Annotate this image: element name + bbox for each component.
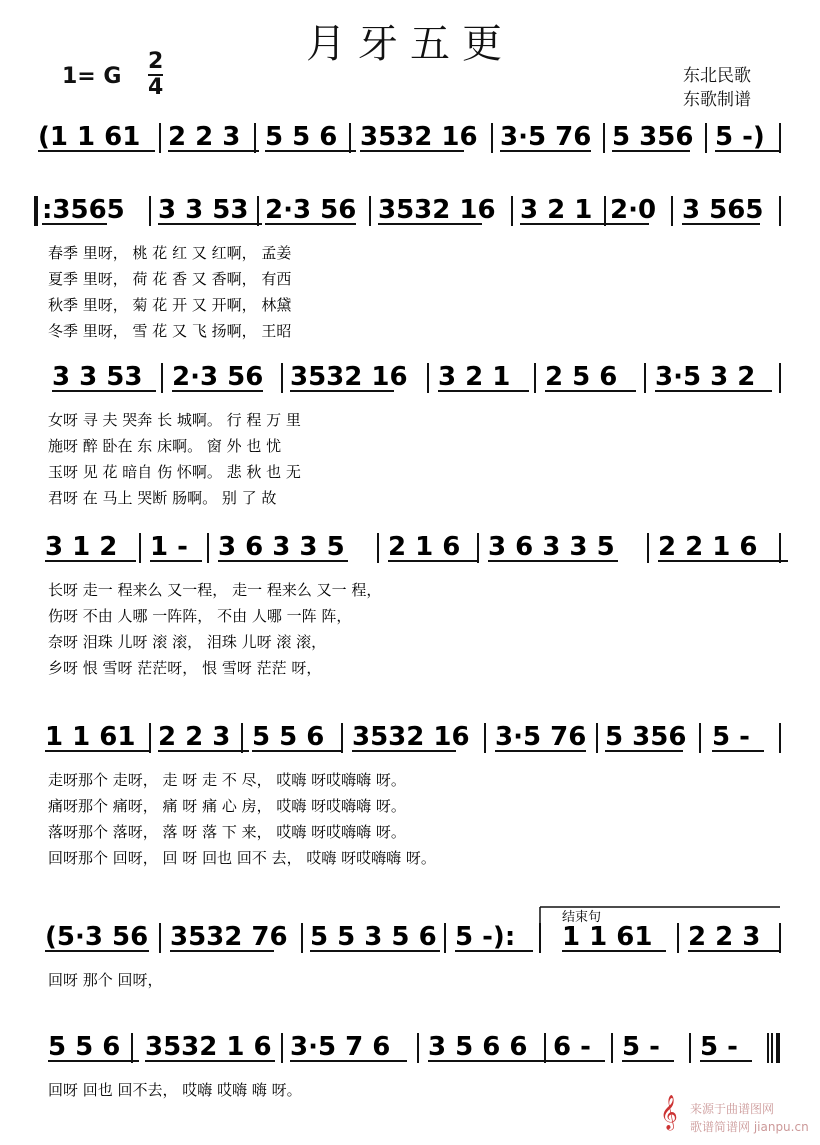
note-group: 6 - xyxy=(553,1032,591,1062)
lyric-line: 君呀 在 马上 哭断 肠啊。 别 了 故 xyxy=(48,489,277,507)
note-group: 3 565 xyxy=(682,195,764,225)
note-group: 5 5 6 xyxy=(265,122,338,152)
note-group: 3 6 3 3 5 xyxy=(218,532,345,562)
note-group: 1 1 61 xyxy=(45,722,136,752)
lyric-line: 秋季 里呀， 菊 花 开 又 开啊， 林黛 xyxy=(48,296,292,314)
note-group: 2 2 3 xyxy=(688,922,761,952)
lyric-line: 奈呀 泪珠 儿呀 滚 滚， 泪珠 儿呀 滚 滚， xyxy=(48,633,327,651)
song-title: 月牙五更 xyxy=(306,21,514,67)
ending-label: 结束句 xyxy=(562,910,602,925)
note-group: 2 5 6 xyxy=(545,362,618,392)
note-group: 2·3 56 xyxy=(172,362,264,392)
meter-denominator: 4 xyxy=(148,75,164,100)
treble-clef-icon: 𝄞 xyxy=(660,1095,678,1130)
origin-label: 东北民歌 xyxy=(683,66,751,86)
lyric-line: 回呀那个 回呀， 回 呀 回也 回不 去， 哎嗨 呀哎嗨嗨 呀。 xyxy=(48,849,436,867)
lyric-line: 痛呀那个 痛呀， 痛 呀 痛 心 房， 哎嗨 呀哎嗨嗨 呀。 xyxy=(48,797,406,815)
lyric-line: 回呀 回也 回不去， 哎嗨 哎嗨 嗨 呀。 xyxy=(48,1081,302,1099)
note-group: 3532 16 xyxy=(290,362,408,392)
note-group: 3 1 2 xyxy=(45,532,118,562)
note-group: 1 1 61 xyxy=(562,922,653,952)
note-group: 5 356 xyxy=(605,722,687,752)
meter-numerator: 2 xyxy=(148,49,164,74)
lyric-line: 长呀 走一 程来么 又一程， 走一 程来么 又一 程， xyxy=(48,581,382,599)
note-group: 2 2 3 xyxy=(158,722,231,752)
note-group: 5 5 3 5 6 xyxy=(310,922,437,952)
note-group: 3532 1 6 xyxy=(145,1032,272,1062)
note-group: 5 - xyxy=(622,1032,660,1062)
note-group: 2 1 6 xyxy=(388,532,461,562)
lyric-line: 伤呀 不由 人哪 一阵阵， 不由 人哪 一阵 阵， xyxy=(48,607,352,625)
note-group: (1 1 61 xyxy=(38,122,141,152)
lyric-line: 冬季 里呀， 雪 花 又 飞 扬啊， 王昭 xyxy=(48,322,292,340)
lyric-line: 落呀那个 落呀， 落 呀 落 下 来， 哎嗨 呀哎嗨嗨 呀。 xyxy=(48,823,406,841)
watermark xyxy=(690,1100,809,1136)
note-group: 3532 76 xyxy=(170,922,288,952)
note-group: 2·3 56 xyxy=(265,195,357,225)
note-group: 1 - xyxy=(150,532,188,562)
note-group: 2 2 1 6 xyxy=(658,532,758,562)
note-group: 3 2 1 xyxy=(520,195,593,225)
note-group: 5 356 xyxy=(612,122,694,152)
lyric-line: 玉呀 见 花 暗自 伤 怀啊。 悲 秋 也 无 xyxy=(48,463,301,481)
lyric-line: 春季 里呀， 桃 花 红 又 红啊， 孟姜 xyxy=(48,244,292,262)
note-group: :3565 xyxy=(42,195,125,225)
lyric-line: 施呀 醉 卧在 东 床啊。 窗 外 也 忧 xyxy=(48,437,282,455)
note-group: 3·5 76 xyxy=(495,722,587,752)
note-group: 5 -): xyxy=(455,922,516,952)
arranger-label: 东歌制谱 xyxy=(683,90,751,110)
note-group: 3·5 76 xyxy=(500,122,592,152)
lyric-line: 女呀 寻 夫 哭奔 长 城啊。 行 程 万 里 xyxy=(48,411,301,429)
note-group: 3 6 3 3 5 xyxy=(488,532,615,562)
note-group: 5 5 6 xyxy=(48,1032,121,1062)
watermark-line1: 来源于曲谱图网 xyxy=(690,1102,775,1116)
note-group: 3·5 7 6 xyxy=(290,1032,391,1062)
note-group: 3 5 6 6 xyxy=(428,1032,528,1062)
key-signature: 1= G xyxy=(62,64,122,89)
note-group: 2·0 xyxy=(610,195,657,225)
note-group: 3532 16 xyxy=(360,122,478,152)
note-group: 3 3 53 xyxy=(158,195,249,225)
note-group: 3 2 1 xyxy=(438,362,511,392)
note-group: 5 -) xyxy=(715,122,765,152)
note-group: 5 - xyxy=(700,1032,738,1062)
note-group: 3532 16 xyxy=(378,195,496,225)
note-group: (5·3 56 xyxy=(45,922,149,952)
note-group: 5 5 6 xyxy=(252,722,325,752)
note-group: 3·5 3 2 xyxy=(655,362,756,392)
note-group: 3532 16 xyxy=(352,722,470,752)
note-group: 2 2 3 xyxy=(168,122,241,152)
lyric-line: 夏季 里呀， 荷 花 香 又 香啊， 有西 xyxy=(48,270,292,288)
lyric-line: 乡呀 恨 雪呀 茫茫呀， 恨 雪呀 茫茫 呀， xyxy=(48,659,322,677)
note-group: 3 3 53 xyxy=(52,362,143,392)
watermark-line2: 歌谱简谱网 jianpu.cn xyxy=(690,1120,809,1134)
lyric-line: 走呀那个 走呀， 走 呀 走 不 尽， 哎嗨 呀哎嗨嗨 呀。 xyxy=(48,771,406,789)
note-group: 5 - xyxy=(712,722,750,752)
lyric-line: 回呀 那个 回呀， xyxy=(48,971,163,989)
